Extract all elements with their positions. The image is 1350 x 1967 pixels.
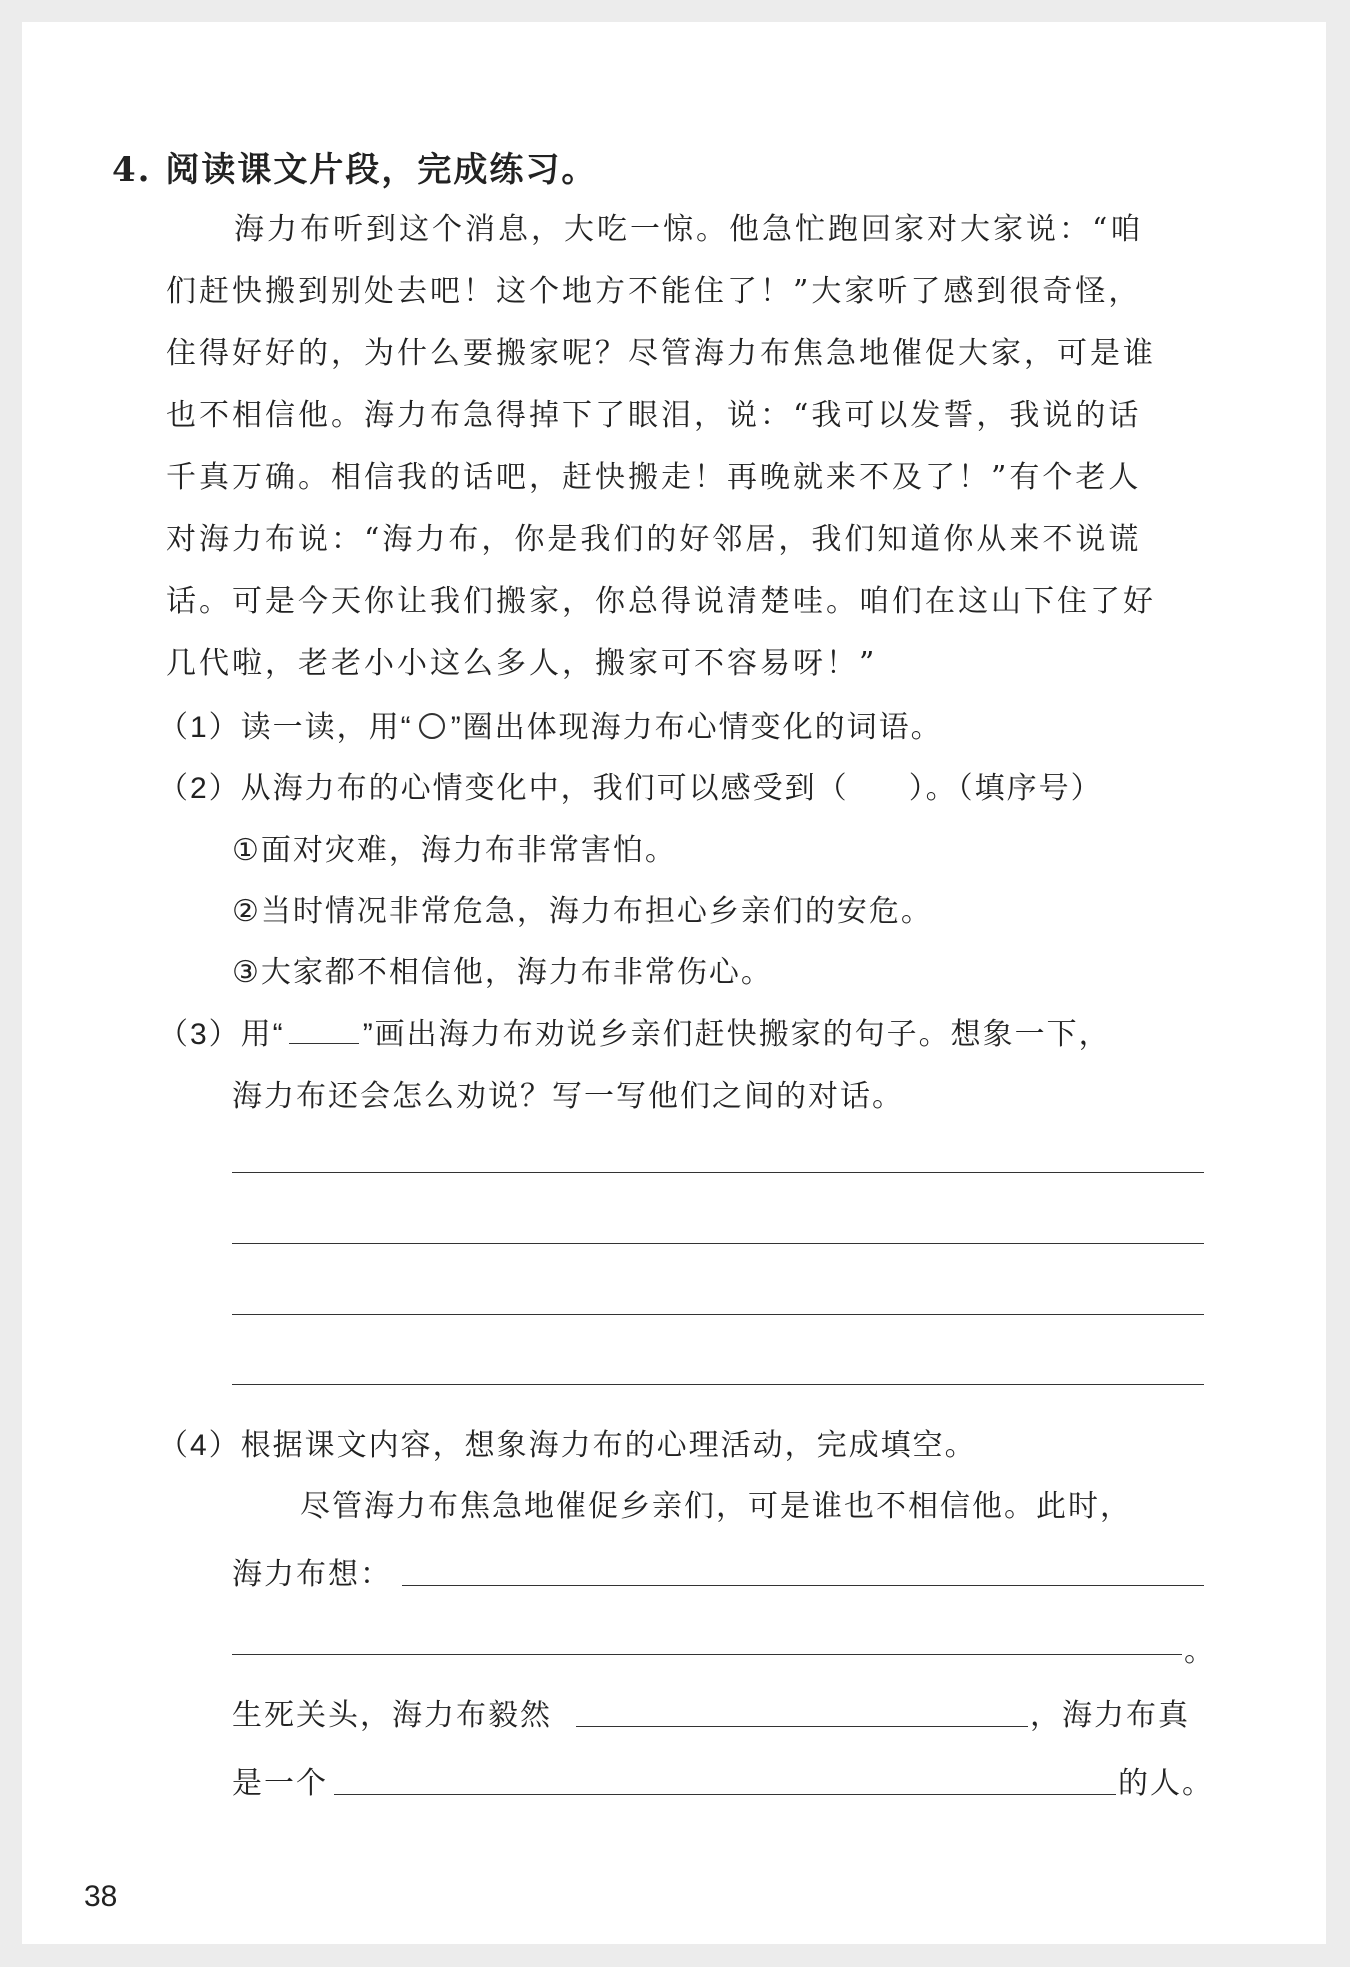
question-4-line-5-prefix: 是一个 (232, 1767, 328, 1800)
fill-blank-thought-1[interactable] (402, 1585, 1204, 1586)
passage-line-5: 千真万确。相信我的话吧，赶快搬走！再晚就来不及了！”有个老人 (166, 460, 1142, 495)
question-4-line-2-label: 海力布想： (232, 1558, 392, 1591)
question-3-suffix: ”画出海力布劝说乡亲们赶快搬家的句子。想象一下， (362, 1018, 1111, 1051)
question-4-line-5-suffix: 的人。 (1118, 1767, 1214, 1800)
answer-line-1[interactable] (232, 1172, 1204, 1173)
option-3: ③大家都不相信他，海力布非常伤心。 (232, 956, 773, 989)
question-3 (158, 1009, 1111, 1053)
question-1 (158, 702, 943, 746)
passage-line-2: 们赶快搬到别处去吧！这个地方不能住了！”大家听了感到很奇怪， (166, 274, 1142, 309)
period-mark: 。 (1184, 1635, 1216, 1668)
passage-line-7: 话。可是今天你让我们搬家，你总得说清楚哇。咱们在这山下住了好 (166, 584, 1156, 619)
fill-blank-character[interactable] (334, 1794, 1116, 1795)
question-4-line-4-suffix: ，海力布真 (1030, 1699, 1190, 1732)
answer-line-2[interactable] (232, 1243, 1204, 1244)
question-1-suffix: ”圈出体现海力布心情变化的词语。 (450, 711, 943, 744)
passage-line-8: 几代啦，老老小小这么多人，搬家可不容易呀！” (166, 646, 878, 681)
question-2-prefix: （2）从海力布的心情变化中，我们可以感受到（ (158, 772, 849, 805)
answer-line-3[interactable] (232, 1314, 1204, 1315)
passage-line-4: 也不相信他。海力布急得掉下了眼泪，说：“我可以发誓，我说的话 (166, 398, 1142, 433)
page-number: 38 (84, 1880, 118, 1913)
question-4-line-4-prefix: 生死关头，海力布毅然 (232, 1699, 552, 1732)
passage-line-6: 对海力布说：“海力布，你是我们的好邻居，我们知道你从来不说谎 (166, 522, 1142, 557)
question-4-title: （4）根据课文内容，想象海力布的心理活动，完成填空。 (158, 1429, 977, 1462)
underline-symbol (289, 1021, 359, 1044)
circle-symbol-icon (419, 713, 445, 739)
question-heading: 4. 阅读课文片段，完成练习。 (112, 150, 598, 190)
question-2-suffix: ）。（填序号） (908, 772, 1103, 805)
question-1-prefix: （1）读一读，用“ (158, 711, 413, 744)
question-3-prefix: （3）用“ (158, 1018, 285, 1051)
option-1: ①面对灾难，海力布非常害怕。 (232, 834, 677, 867)
passage-line-3: 住得好好的，为什么要搬家呢？尽管海力布焦急地催促大家，可是谁 (166, 336, 1156, 371)
passage-line-1: 海力布听到这个消息，大吃一惊。他急忙跑回家对大家说：“咱 (234, 212, 1144, 247)
question-3-line-2: 海力布还会怎么劝说？写一写他们之间的对话。 (232, 1080, 904, 1113)
option-2: ②当时情况非常危急，海力布担心乡亲们的安危。 (232, 895, 933, 928)
answer-line-4[interactable] (232, 1384, 1204, 1385)
fill-blank-action[interactable] (576, 1726, 1028, 1727)
fill-blank-thought-2[interactable] (232, 1654, 1182, 1655)
question-4-line-1: 尽管海力布焦急地催促乡亲们，可是谁也不相信他。此时， (300, 1490, 1132, 1523)
question-2 (158, 763, 1103, 807)
